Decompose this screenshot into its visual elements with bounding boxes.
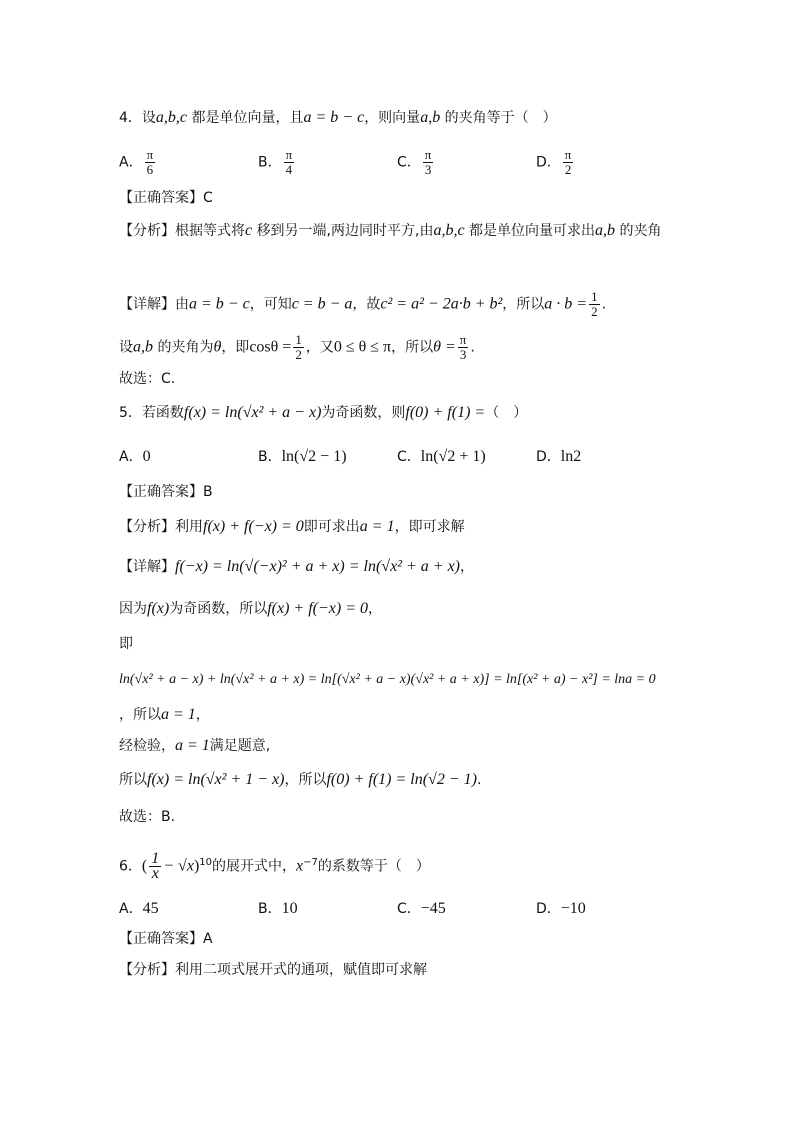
q5-stem: 5．若函数f(x) = ln(√x² + a − x)为奇函数，则f(0) + f(1) =（ ） [119,404,528,421]
q4-conclusion: 故选：C. [119,371,176,387]
q4-option-a[interactable]: A． $\frac{\pi}{6}$ [119,147,154,177]
q5-ji: 即 [119,636,133,652]
q5-long-equation: ln(√x² + a − x) + ln(√x² + a + x) = ln[(√x² + a − x)(√x² + a + x)] = ln[(x² + a) − x²] = lna = 0 [119,672,656,687]
q4-option-b[interactable]: B． $\frac{\pi}{4}$ [258,147,293,177]
q5-option-d[interactable]: D．ln2 [536,448,582,465]
q5-conclusion: 故选：B. [119,809,176,825]
q5-so: ，所以a = 1， [119,706,210,723]
q4-detail: 【详解】由a = b − c，可知c = b − a，故c² = a² − 2a·b + b²，所以a · b = $\frac{1}{2}$ . [119,289,607,319]
q5-check: 经检验，a = 1满足题意, [119,737,271,754]
q4-option-d[interactable]: D． $\frac{\pi}{2}$ [536,147,572,177]
q5-final: 所以f(x) = ln(√x² + 1 − x)，所以f(0) + f(1) = ln(√2 − 1). [119,771,482,788]
q5-option-a[interactable]: A．0 [119,448,151,465]
q5-option-c[interactable]: C．ln(√2 + 1) [397,448,486,465]
q6-answer: 【正确答案】A [119,931,213,947]
q6-option-a[interactable]: A．45 [119,900,159,917]
q5-because: 因为f(x)为奇函数，所以f(x) + f(−x) = 0， [119,600,382,617]
q4-answer: 【正确答案】C [119,190,213,206]
q5-answer: 【正确答案】B [119,484,213,500]
q6-stem: 6．( $\frac{1}{x}$ − √x)$^{10}$的展开式中，$x^{-7}$的系数等于（ ） [119,850,430,882]
q5-detail: 【详解】f(−x) = ln(√(−x)² + a + x) = ln(√x² + a + x)， [119,558,474,575]
q6-analysis: 【分析】利用二项式展开式的通项，赋值即可求解 [119,962,427,978]
q5-analysis: 【分析】利用f(x) + f(−x) = 0即可求出a = 1，即可求解 [119,518,465,535]
q6-option-d[interactable]: D．−10 [536,900,586,917]
q6-option-c[interactable]: C．−45 [397,900,446,917]
q4-detail-line2: 设a,b 的夹角为θ，即cosθ = $\frac{1}{2}$ ，又0 ≤ θ ≤ π，所以θ = $\frac{\pi}{3}$ . [119,332,475,362]
q4-option-c[interactable]: C． $\frac{\pi}{3}$ [397,147,432,177]
q4-stem: 4．设a,b,c 都是单位向量，且a = b − c，则向量a,b 的夹角等于（ ） [119,109,557,126]
q4-analysis: 【分析】根据等式将c 移到另一端,两边同时平方,由a,b,c 都是单位向量可求出a,b 的夹角 [119,222,662,239]
q6-option-b[interactable]: B．10 [258,900,298,917]
q5-option-b[interactable]: B．ln(√2 − 1) [258,448,347,465]
